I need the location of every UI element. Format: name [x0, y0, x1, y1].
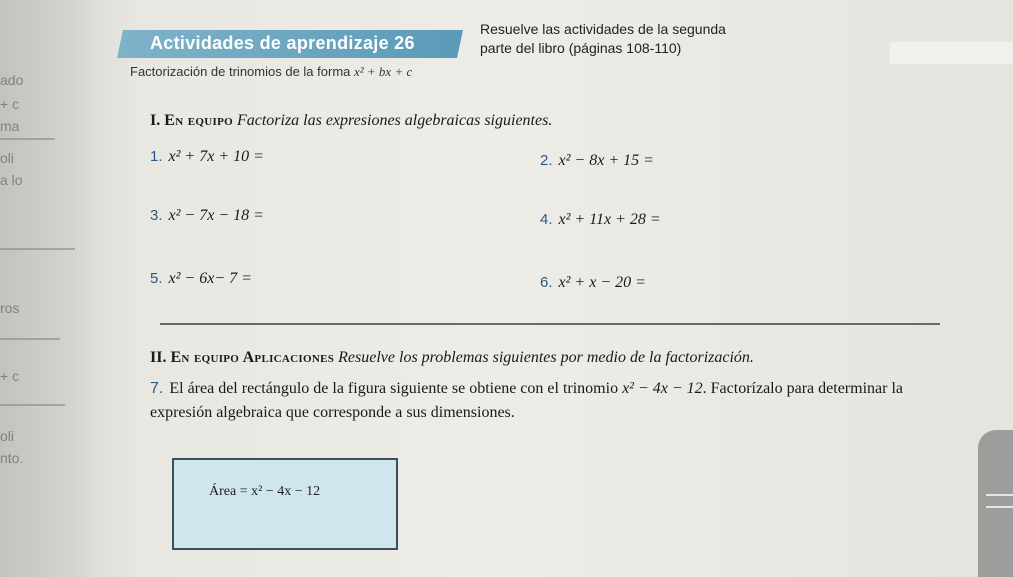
- section-instruction: Resuelve los problemas siguientes por medio de la factorización.: [338, 349, 754, 366]
- section-number: I.: [150, 112, 161, 129]
- header-instruction-line1: Resuelve las actividades de la segunda: [480, 21, 726, 37]
- exercise-number: 4.: [540, 211, 553, 228]
- problem-math: x² − 4x − 12: [622, 380, 703, 397]
- exercise-item: [540, 274, 646, 292]
- section-divider: [160, 323, 940, 325]
- problem-number: 7.: [150, 380, 164, 397]
- section-label: En equipo Aplicaciones: [170, 349, 335, 366]
- subtitle-text: Factorización de trinomios de la forma: [130, 64, 354, 79]
- margin-fragment: + c: [0, 96, 20, 112]
- exercise-item: [540, 152, 654, 170]
- margin-fragment: + c: [0, 368, 20, 384]
- margin-rule: [0, 138, 55, 140]
- exercise-number: 1.: [150, 148, 163, 165]
- margin-fragment: ma: [0, 118, 20, 134]
- exercise-number: 5.: [150, 270, 163, 287]
- exercise-expression: x² + 11x + 28 =: [558, 211, 661, 228]
- problem-7: [150, 377, 950, 425]
- margin-fragment: a lo: [0, 172, 23, 188]
- area-label: Área = x² − 4x − 12: [209, 484, 321, 499]
- margin-fragment: ado: [0, 72, 24, 88]
- page-side-tab: [978, 430, 1013, 577]
- margin-rule: [0, 404, 65, 406]
- problem-text: El área del rectángulo de la figura siguiente se obtiene con el trinomio: [169, 380, 623, 397]
- exercise-item: [150, 148, 264, 166]
- margin-fragment: oli: [0, 428, 15, 444]
- section-number: II.: [150, 349, 167, 366]
- margin-rule: [0, 338, 60, 340]
- exercise-number: 2.: [540, 152, 553, 169]
- section-instruction: Factoriza las expresiones algebraicas siguientes.: [236, 112, 553, 129]
- faded-header-area: [890, 42, 1013, 64]
- tab-grip-icon: [986, 494, 1013, 508]
- margin-rule: [0, 248, 75, 250]
- subtitle: [130, 64, 412, 80]
- header-instruction: [480, 20, 770, 58]
- exercise-item: [540, 211, 661, 229]
- exercise-expression: x² + 7x + 10 =: [168, 148, 264, 165]
- exercise-number: 6.: [540, 274, 553, 291]
- margin-fragment: ros: [0, 300, 20, 316]
- margin-fragment: oli: [0, 150, 15, 166]
- exercise-item: [150, 207, 264, 225]
- header-instruction-line2: parte del libro (páginas 108-110): [480, 40, 682, 56]
- activity-title: Actividades de aprendizaje 26: [150, 33, 415, 53]
- rectangle-figure: [172, 458, 398, 550]
- subtitle-math: x² + bx + c: [353, 64, 413, 79]
- section-2-heading: [150, 349, 754, 367]
- exercise-expression: x² + x − 20 =: [558, 274, 646, 291]
- exercise-expression: x² − 6x− 7 =: [168, 270, 252, 287]
- section-1-heading: [150, 112, 552, 130]
- exercise-number: 3.: [150, 207, 163, 224]
- exercise-item: [150, 270, 252, 288]
- exercise-expression: x² − 8x + 15 =: [558, 152, 654, 169]
- margin-fragment: nto.: [0, 450, 24, 466]
- section-label: En equipo: [164, 112, 233, 129]
- problem-text-end: . Factorízalo para determinar la expresión algebraica que corresponde a sus dimensiones.: [150, 380, 903, 421]
- exercise-expression: x² − 7x − 18 =: [168, 207, 264, 224]
